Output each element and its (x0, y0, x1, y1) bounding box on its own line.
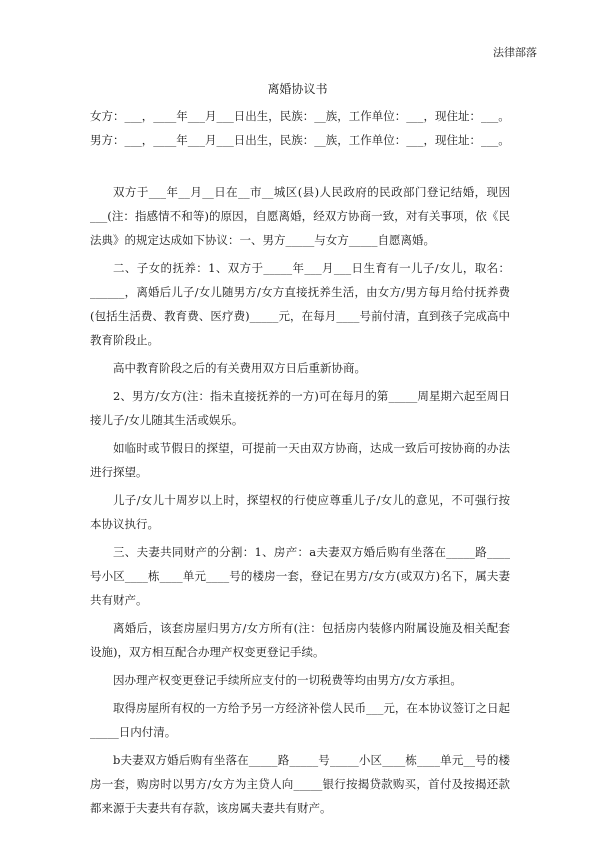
paragraph-visitation: 2、男方/女方(注：指未直接抚养的一方)可在每月的第_____周星期六起至周日接儿子/女儿随其生活或娱乐。 (90, 389, 510, 427)
paragraph-marriage: 双方于___年__月__日在__市__城区(县)人民政府的民政部门登记结婚，现因___(注：指感情不和等)的原因，自愿离婚，经双方协商一致，对有关事项，依《民法典》的规定达成如下协议：一、男方_____与女方_____自愿离婚。 (90, 185, 510, 247)
document-body (90, 104, 510, 824)
paragraph-house-ownership: 离婚后，该套房屋归男方/女方所有(注：包括房内装修内附属设施及相关配套设施)，双方相互配合办理产权变更登记手续。 (90, 621, 510, 659)
paragraph-property-a: 三、夫妻共同财产的分割：1、房产：a夫妻双方婚后购有坐落在_____路____号小区____栋____单元____号的楼房一套，登记在男方/女方(或双方)名下，属夫妻共有财产。 (90, 545, 510, 607)
paragraph-tax: 因办理产权变更登记手续所应支付的一切税费等均由男方/女方承担。 (113, 673, 462, 687)
paragraph-property-b: b夫妻双方婚后购有坐落在_____路_____号_____小区____栋____单元__号的楼房一套，购房时以男方/女方为主贷人向_____银行按揭贷款购买，首付及按揭还款都来源于夫妻共有存款，该房属夫妻共有财产。 (90, 753, 510, 815)
paragraph-higher-education: 高中教育阶段之后的有关费用双方日后重新协商。 (113, 361, 366, 375)
document-title: 离婚协议书 (267, 82, 328, 96)
paragraph-custody: 二、子女的抚养：1、双方于_____年___月___日生育有一儿子/女儿，取名：______，离婚后儿子/女儿随男方/女方直接抚养生活，由女方/男方每月给付抚养费(包括生活费、教育费、医疗费)_____元，在每月____号前付清，直到孩子完成高中教育阶段止。 (90, 261, 510, 347)
header-tag: 法律部落 (493, 46, 537, 59)
paragraph-child-opinion: 儿子/女儿十周岁以上时，探望权的行使应尊重儿子/女儿的意见，不可强行按本协议执行。 (90, 493, 510, 531)
party-husband: 男方：___，____年___月___日出生，民族：__族，工作单位：___，现住址：___。 (90, 133, 510, 147)
paragraph-compensation: 取得房屋所有权的一方给予另一方经济补偿人民币___元，在本协议签订之日起_____日内付清。 (90, 701, 510, 739)
party-wife: 女方：___，____年___月___日出生，民族：__族，工作单位：___，现住址：___。 (90, 109, 510, 123)
spacer (90, 152, 510, 180)
paragraph-holiday-visit: 如临时或节假日的探望，可提前一天由双方协商，达成一致后可按协商的办法进行探望。 (90, 441, 510, 479)
